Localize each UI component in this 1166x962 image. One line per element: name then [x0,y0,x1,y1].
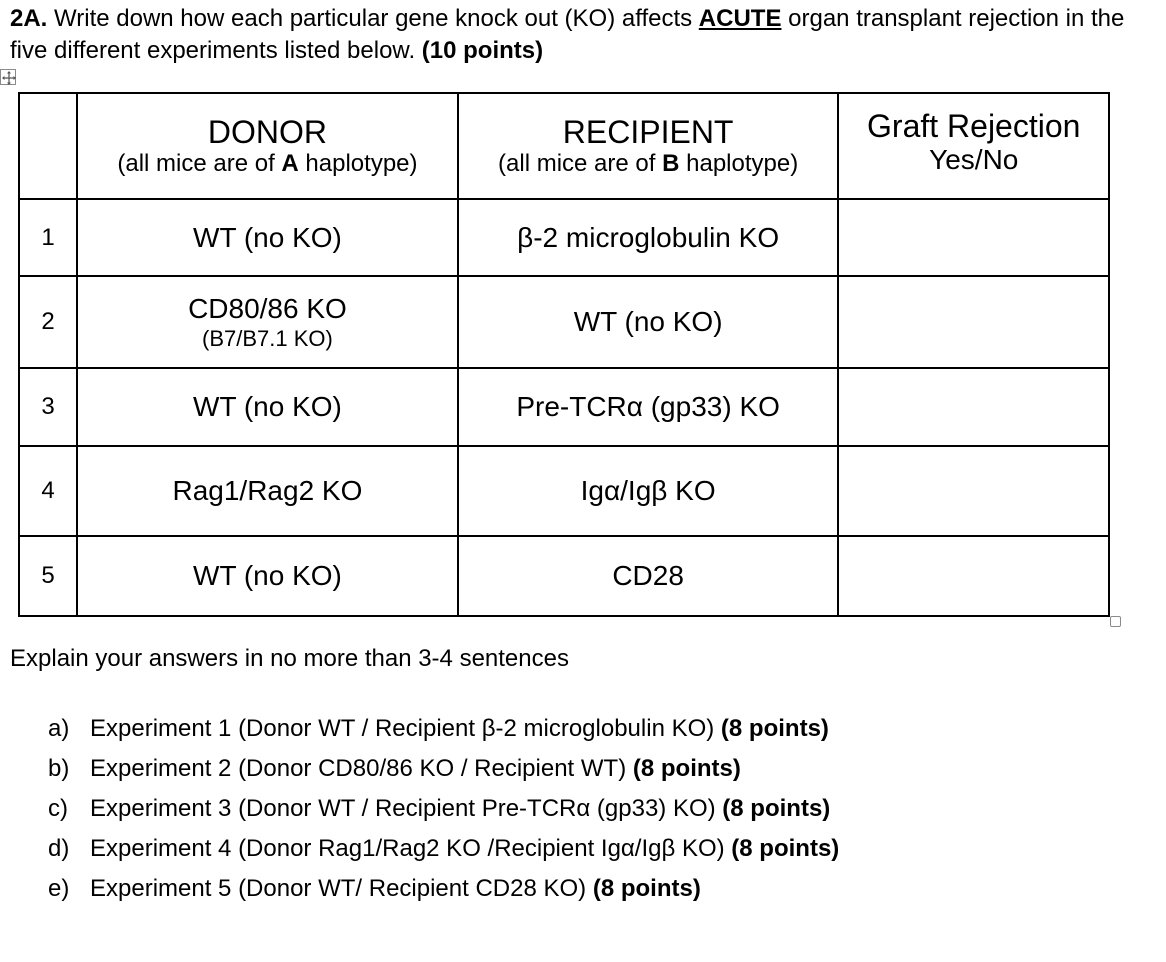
recipient-cell: Igα/Igβ KO [458,446,839,536]
recipient-cell: β-2 microglobulin KO [458,199,839,276]
explain-instruction: Explain your answers in no more than 3-4 sentences [10,645,569,672]
heading-text-end: organ transplant rejection in the five different experiments listed below. [10,5,1125,64]
list-marker: d) [48,835,70,862]
row-number: 5 [19,536,77,616]
move-arrows-icon [1,70,17,86]
experiment-table [18,92,1110,617]
header-graft-rejection [838,93,1109,199]
table-row [19,536,1109,616]
question-text: Experiment 2 (Donor CD80/86 KO / Recipient WT) [90,755,633,782]
graft-answer-cell[interactable] [838,368,1109,446]
row-number: 4 [19,446,77,536]
list-item [48,870,839,910]
row-number: 1 [19,199,77,276]
donor-subtitle: (all mice are of A haplotype) [117,150,418,177]
heading-points: (10 points) [421,37,544,64]
question-points: (8 points) [731,835,840,862]
recipient-subtitle: (all mice are of B haplotype) [498,150,799,177]
heading-text-start: Write down how each particular gene knock out (KO) affects [47,5,699,32]
table-resize-handle[interactable] [1110,616,1121,627]
list-item [48,790,839,830]
question-text: Experiment 5 (Donor WT/ Recipient CD28 KO) [90,875,593,902]
table-row [19,368,1109,446]
donor-title: DONOR [207,114,327,150]
question-text: Experiment 4 (Donor Rag1/Rag2 KO /Recipient Igα/Igβ KO) [90,835,732,862]
graft-title: Graft Rejection [867,108,1081,144]
table-row [19,276,1109,368]
recipient-cell: Pre-TCRα (gp33) KO [458,368,839,446]
donor-cell: WT (no KO) [77,536,458,616]
header-donor [77,93,458,199]
header-recipient [458,93,839,199]
graft-answer-cell[interactable] [838,199,1109,276]
heading-emphasis: ACUTE [698,5,782,32]
graft-answer-cell[interactable] [838,536,1109,616]
graft-answer-cell[interactable] [838,276,1109,368]
table-row [19,199,1109,276]
question-points: (8 points) [722,795,831,822]
list-marker: c) [48,795,68,822]
donor-cell: Rag1/Rag2 KO [77,446,458,536]
question-heading [10,3,1130,67]
question-points: (8 points) [592,875,701,902]
question-text: Experiment 1 (Donor WT / Recipient β-2 microglobulin KO) [90,715,721,742]
row-number: 2 [19,276,77,368]
row-number: 3 [19,368,77,446]
question-points: (8 points) [720,715,829,742]
donor-main: CD80/86 KO [188,293,347,324]
recipient-cell: CD28 [458,536,839,616]
graft-subtitle: Yes/No [929,144,1019,175]
list-item [48,710,839,750]
donor-cell: WT (no KO) [77,368,458,446]
donor-note: (B7/B7.1 KO) [202,326,333,351]
table-row [19,446,1109,536]
recipient-title: RECIPIENT [562,114,734,150]
list-marker: e) [48,875,70,902]
question-text: Experiment 3 (Donor WT / Recipient Pre-TCRα (gp33) KO) [90,795,723,822]
list-marker: a) [48,715,70,742]
donor-cell: WT (no KO) [77,199,458,276]
table-header-row [19,93,1109,199]
header-blank-cell [19,93,77,199]
donor-cell [77,276,458,368]
list-item [48,750,839,790]
graft-answer-cell[interactable] [838,446,1109,536]
list-item [48,830,839,870]
table-move-handle[interactable] [0,69,16,85]
recipient-cell: WT (no KO) [458,276,839,368]
question-number: 2A. [10,5,48,32]
question-points: (8 points) [632,755,741,782]
list-marker: b) [48,755,70,782]
question-list [48,710,839,910]
